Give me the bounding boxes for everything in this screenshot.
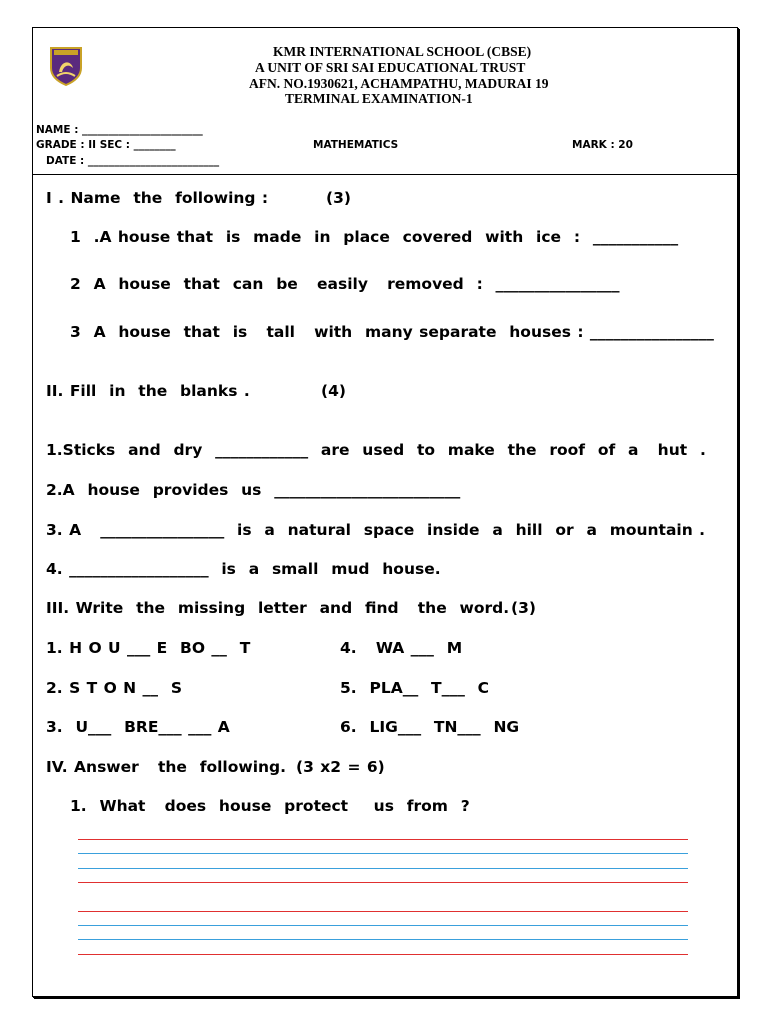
section3-marks: (3) <box>511 599 536 617</box>
section4-question-1: 1. What does house protect us from ? <box>70 797 470 815</box>
school-name: KMR INTERNATIONAL SCHOOL (CBSE) <box>273 44 532 59</box>
writing-line <box>78 954 688 955</box>
section2-item-1: 1.Sticks and dry ____________ are used to make the roof of a hut . <box>46 441 706 459</box>
section1-item-2: 2 A house that can be easily removed : ________________ <box>70 275 620 293</box>
grade-field[interactable]: GRADE : II SEC : ________ <box>36 139 176 151</box>
writing-line <box>78 925 688 926</box>
word-item-2: 2. S T O N __ S <box>46 679 182 697</box>
word-item-3: 3. U___ BRE___ ___ A <box>46 718 230 736</box>
section2-item-3: 3. A ________________ is a natural space inside a hill or a mountain . <box>46 521 706 539</box>
date-field[interactable]: DATE : _________________________ <box>46 155 220 167</box>
section2-item-2: 2.A house provides us ________________________ <box>46 481 461 499</box>
writing-line <box>78 939 688 940</box>
section2-item-4: 4. __________________ is a small mud house. <box>46 560 441 578</box>
section1-item-3: 3 A house that is tall with many separate houses : ________________ <box>70 323 714 341</box>
writing-line <box>78 853 688 854</box>
writing-line <box>78 882 688 883</box>
exam-sheet <box>32 27 738 997</box>
writing-line <box>78 868 688 869</box>
word-item-6: 6. LIG___ TN___ NG <box>340 718 520 736</box>
mark-label: MARK : 20 <box>572 139 633 151</box>
subject-label: MATHEMATICS <box>313 139 399 151</box>
word-item-1: 1. H O U ___ E BO __ T <box>46 639 251 657</box>
school-crest-icon <box>49 46 83 86</box>
section4-heading: IV. Answer the following. <box>46 758 287 776</box>
exam-title: TERMINAL EXAMINATION-1 <box>285 91 473 106</box>
section1-marks: (3) <box>326 189 351 207</box>
writing-line <box>78 911 688 912</box>
section2-marks: (4) <box>321 382 346 400</box>
name-field[interactable]: NAME : _______________________ <box>36 124 203 136</box>
trust-name: A UNIT OF SRI SAI EDUCATIONAL TRUST <box>255 60 526 75</box>
section3-heading: III. Write the missing letter and find the word. <box>46 599 510 617</box>
school-address: AFN. NO.1930621, ACHAMPATHU, MADURAI 19 <box>249 76 549 91</box>
word-item-5: 5. PLA__ T___ C <box>340 679 489 697</box>
header-divider <box>33 174 737 175</box>
section4-marks: (3 x2 = 6) <box>296 758 385 776</box>
writing-line <box>78 839 688 840</box>
section1-heading: I . Name the following : <box>46 189 269 207</box>
section2-heading: II. Fill in the blanks . <box>46 382 250 400</box>
word-item-4: 4. WA ___ M <box>340 639 463 657</box>
section1-item-1: 1 .A house that is made in place covered with ice : ___________ <box>70 228 679 246</box>
